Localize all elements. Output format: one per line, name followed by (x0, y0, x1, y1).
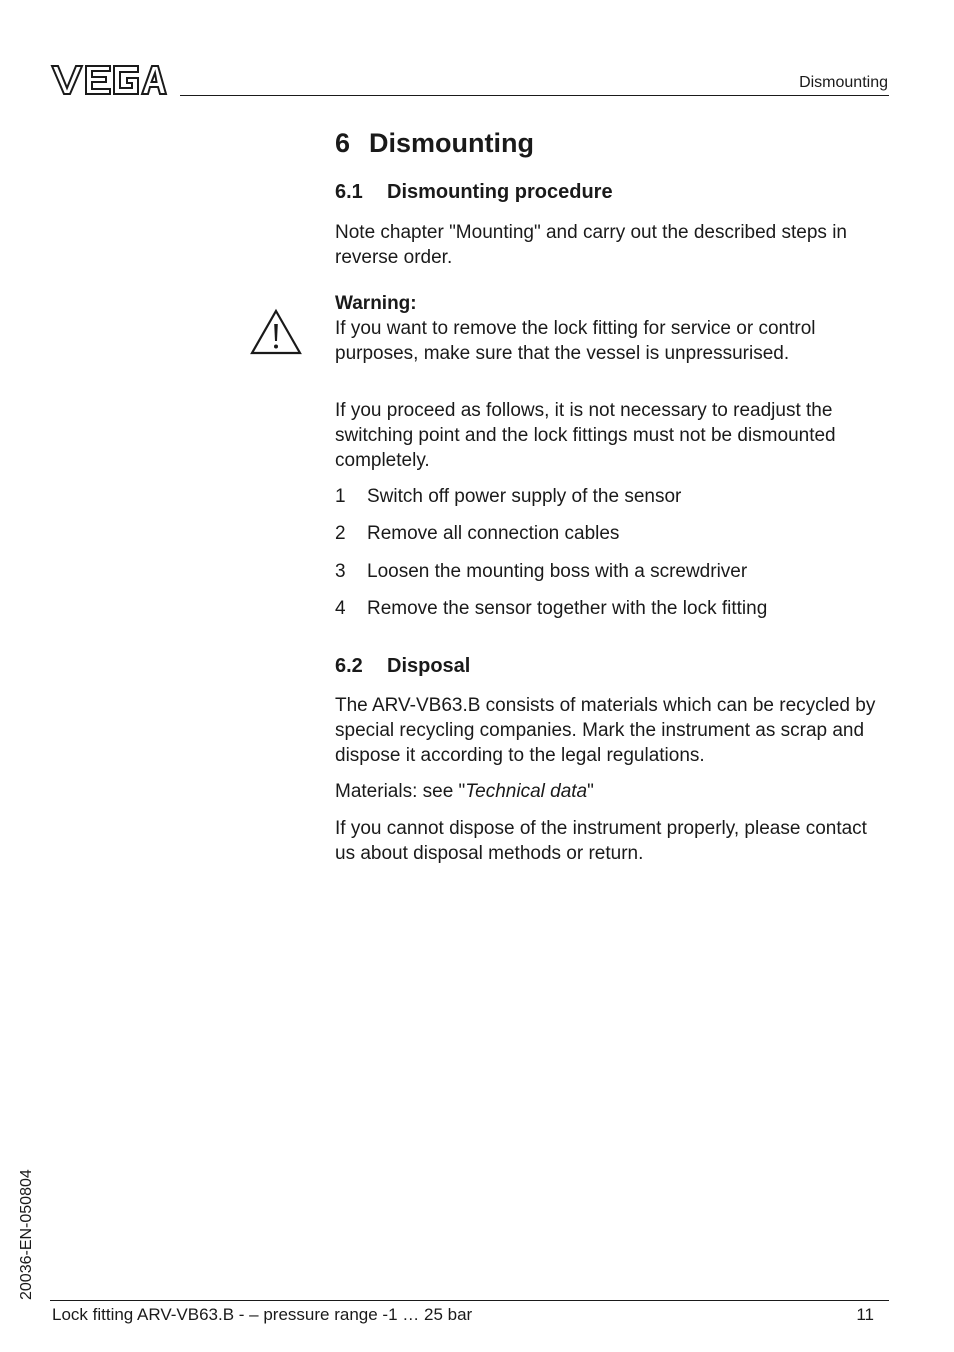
disposal-paragraph: The ARV-VB63.B consists of materials which can be recycled by special recycling companies. Mark the instrument as scrap and dispose it according to the legal regulations. (335, 695, 876, 766)
section-heading-procedure (335, 181, 613, 204)
chapter-number: 6 (335, 128, 351, 158)
section-number: 6.2 (335, 655, 363, 677)
step-text: Remove the sensor together with the lock fitting (367, 598, 768, 619)
list-item (335, 521, 619, 546)
vega-logo (50, 62, 168, 98)
chapter-title: Dismounting (369, 128, 534, 158)
materials-paragraph (335, 779, 891, 804)
step-number: 4 (335, 598, 346, 619)
list-item (335, 559, 747, 584)
step-text: Switch off power supply of the sensor (367, 486, 682, 507)
step-text: Loosen the mounting boss with a screwdriver (367, 561, 748, 582)
document-number: 20036-EN-050804 (18, 1169, 35, 1300)
list-item (335, 596, 767, 621)
warning-triangle-icon (249, 308, 303, 356)
section-title: Dismounting procedure (387, 181, 613, 203)
step-number: 3 (335, 561, 346, 582)
materials-suffix: " (587, 781, 594, 802)
warning-text: If you want to remove the lock fitting for service or control purposes, make sure that the vessel is unpressurised. (335, 318, 816, 364)
section-number: 6.1 (335, 181, 363, 203)
technical-data-reference: Technical data (465, 781, 588, 802)
header-section-title: Dismounting (799, 74, 888, 91)
step-number: 2 (335, 523, 346, 544)
header-rule (180, 95, 889, 96)
section-heading-disposal (335, 655, 470, 678)
intro-paragraph: Note chapter "Mounting" and carry out the described steps in reverse order. (335, 222, 847, 268)
warning-block (335, 291, 891, 366)
footer-title: Lock fitting ARV-VB63.B - – pressure range -1 … 25 bar (52, 1305, 473, 1324)
chapter-heading (335, 128, 534, 159)
page-number: 11 (856, 1305, 874, 1324)
section-title: Disposal (387, 655, 471, 677)
step-number: 1 (335, 486, 346, 507)
materials-prefix: Materials: see " (335, 781, 466, 802)
procedure-paragraph: If you proceed as follows, it is not necessary to readjust the switching point and the lock fittings must not be dismounted completely. (335, 400, 836, 471)
contact-paragraph: If you cannot dispose of the instrument properly, please contact us about disposal methods or return. (335, 818, 867, 864)
step-text: Remove all connection cables (367, 523, 620, 544)
footer-rule (50, 1300, 889, 1301)
list-item (335, 484, 681, 509)
warning-title: Warning: (335, 293, 417, 314)
